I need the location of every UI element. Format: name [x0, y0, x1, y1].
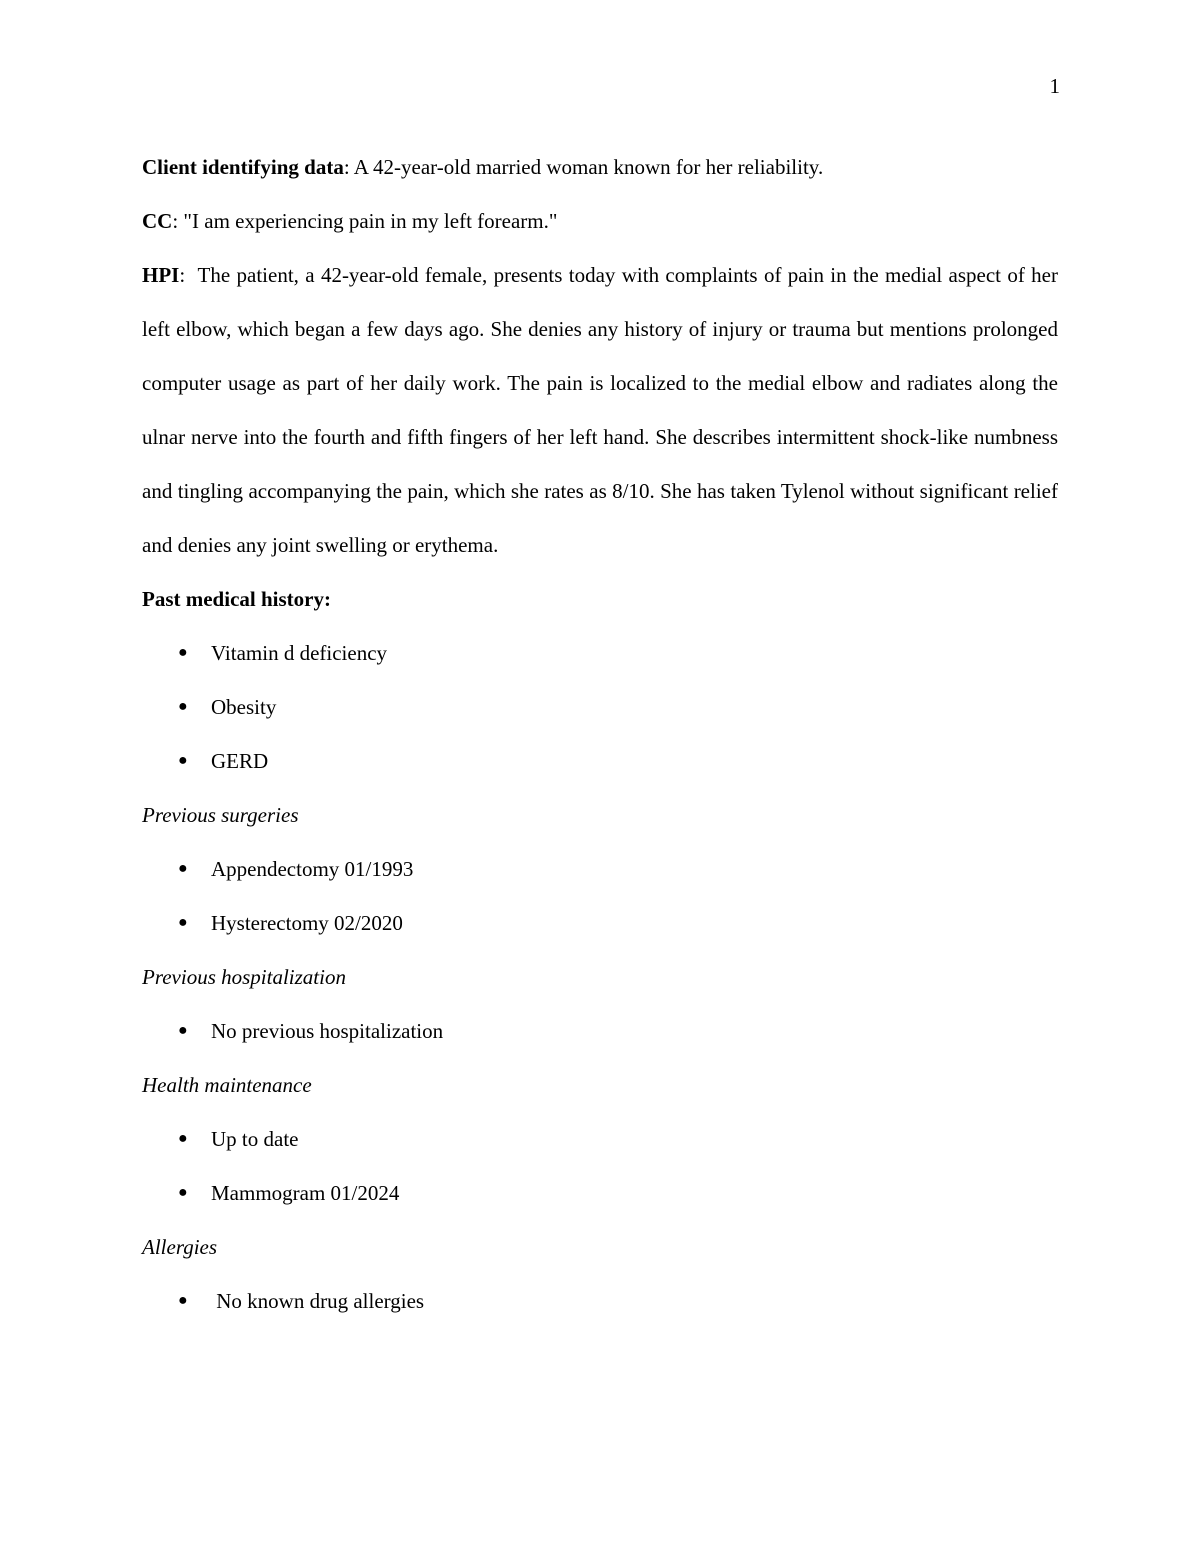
client-data-text: : A 42-year-old married woman known for her reliability. — [343, 155, 824, 179]
cc-label: CC — [142, 209, 173, 233]
list-item: ● No known drug allergies — [142, 1274, 1058, 1328]
list-item: ● Obesity — [142, 680, 1058, 734]
client-data-label: Client identifying data — [142, 155, 344, 179]
past-medical-history-heading: Past medical history: — [142, 587, 331, 611]
list-item: ● Vitamin d deficiency — [142, 626, 1058, 680]
previous-surgeries-list — [142, 842, 1058, 950]
bullet-icon: ● — [178, 752, 188, 769]
allergies-heading: Allergies — [142, 1235, 218, 1259]
health-maintenance-list — [142, 1112, 1058, 1220]
list-item: ● Appendectomy 01/1993 — [142, 842, 1058, 896]
bullet-icon: ● — [178, 1130, 188, 1147]
list-item: ● Hysterectomy 02/2020 — [142, 896, 1058, 950]
bullet-icon: ● — [178, 1292, 188, 1309]
bullet-icon: ● — [178, 1184, 188, 1201]
bullet-icon: ● — [178, 860, 188, 877]
list-item: ● No previous hospitalization — [142, 1004, 1058, 1058]
hpi-label: HPI — [142, 263, 180, 287]
previous-hospitalization-list — [142, 1004, 1058, 1058]
list-item: ● GERD — [142, 734, 1058, 788]
bullet-icon: ● — [178, 914, 188, 931]
page-number: 1 — [1049, 74, 1060, 98]
list-item: ● Mammogram 01/2024 — [142, 1166, 1058, 1220]
past-medical-history-list — [142, 626, 1058, 788]
bullet-icon: ● — [178, 1022, 188, 1039]
previous-surgeries-heading: Previous surgeries — [142, 803, 299, 827]
hpi-text: : The patient, a 42-year-old female, presents today with complaints of pain in the medial aspect of her left elbow, which began a few days ago. She denies any history of injury or trauma but mentions prolonged computer usage as part of her daily work. The pain is localized to the medial elbow and radiates along the ulnar nerve into the fourth and fifth fingers of her left hand. She describes intermittent shock-like numbness and tingling accompanying the pain, which she rates as 8/10. She has taken Tylenol without significant relief and denies any joint swelling or erythema. — [142, 263, 1064, 557]
hpi-paragraph — [142, 248, 1064, 572]
document-body — [142, 140, 1064, 1328]
bullet-icon: ● — [178, 698, 188, 715]
health-maintenance-heading: Health maintenance — [142, 1073, 312, 1097]
allergies-list — [142, 1274, 1058, 1328]
list-item: ● Up to date — [142, 1112, 1058, 1166]
client-identifying-data — [142, 140, 1058, 194]
previous-hospitalization-heading: Previous hospitalization — [142, 965, 346, 989]
chief-complaint — [142, 194, 1058, 248]
cc-text: : "I am experiencing pain in my left forearm." — [172, 209, 558, 233]
bullet-icon: ● — [178, 644, 188, 661]
